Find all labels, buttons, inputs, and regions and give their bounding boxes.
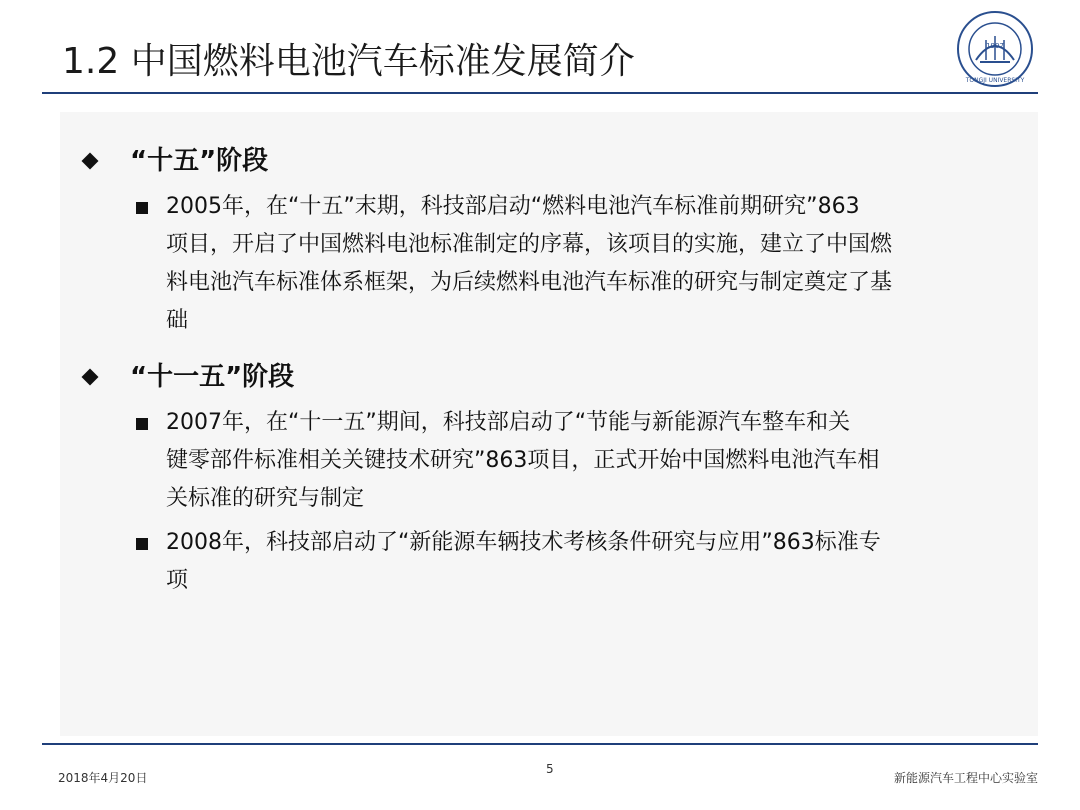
footer-date: 2018年4月20日 [58, 771, 148, 785]
text-line: 2007年，在“十一五”期间，科技部启动了“节能与新能源汽车整车和关 [166, 410, 851, 435]
page-number: 5 [546, 762, 554, 776]
text-line: 键零部件标准相关关键技术研究”863项目，正式开始中国燃料电池汽车相 [166, 448, 880, 473]
square-bullet-icon [136, 538, 148, 550]
section-heading-1 [78, 142, 268, 180]
list-item-text [166, 404, 879, 518]
logo-name: TONGJI UNIVERSITY [965, 77, 1025, 84]
diamond-bullet-icon [82, 153, 99, 170]
text-line: 料电池汽车标准体系框架，为后续燃料电池汽车标准的研究与制定奠定了基 [166, 270, 893, 295]
footer-organization: 新能源汽车工程中心实验室 [893, 771, 1038, 785]
text-line: 2005年，在“十五”末期，科技部启动“燃料电池汽车标准前期研究”863 [166, 194, 860, 219]
list-item [136, 404, 996, 518]
diamond-bullet-icon [82, 369, 99, 386]
slide-title: 1.2 中国燃料电池汽车标准发展简介 [62, 41, 635, 82]
university-seal-logo [956, 10, 1034, 88]
section-heading-text: “十一五”阶段 [130, 362, 295, 392]
text-line: 2008年，科技部启动了“新能源车辆技术考核条件研究与应用”863标准专 [166, 530, 881, 555]
list-item [136, 188, 996, 340]
list-item [136, 524, 996, 600]
logo-year: 1907 [986, 42, 1004, 50]
footer-divider [42, 743, 1038, 745]
title-divider [42, 92, 1038, 94]
text-line: 项 [166, 568, 189, 593]
square-bullet-icon [136, 202, 148, 214]
square-bullet-icon [136, 418, 148, 430]
text-line: 关标准的研究与制定 [166, 486, 365, 511]
list-item-text [166, 524, 881, 600]
section-heading-2 [78, 358, 294, 396]
text-line: 项目，开启了中国燃料电池标准制定的序幕，该项目的实施，建立了中国燃 [166, 232, 893, 257]
text-line: 础 [166, 308, 189, 333]
section-heading-text: “十五”阶段 [130, 146, 269, 176]
list-item-text [166, 188, 892, 340]
